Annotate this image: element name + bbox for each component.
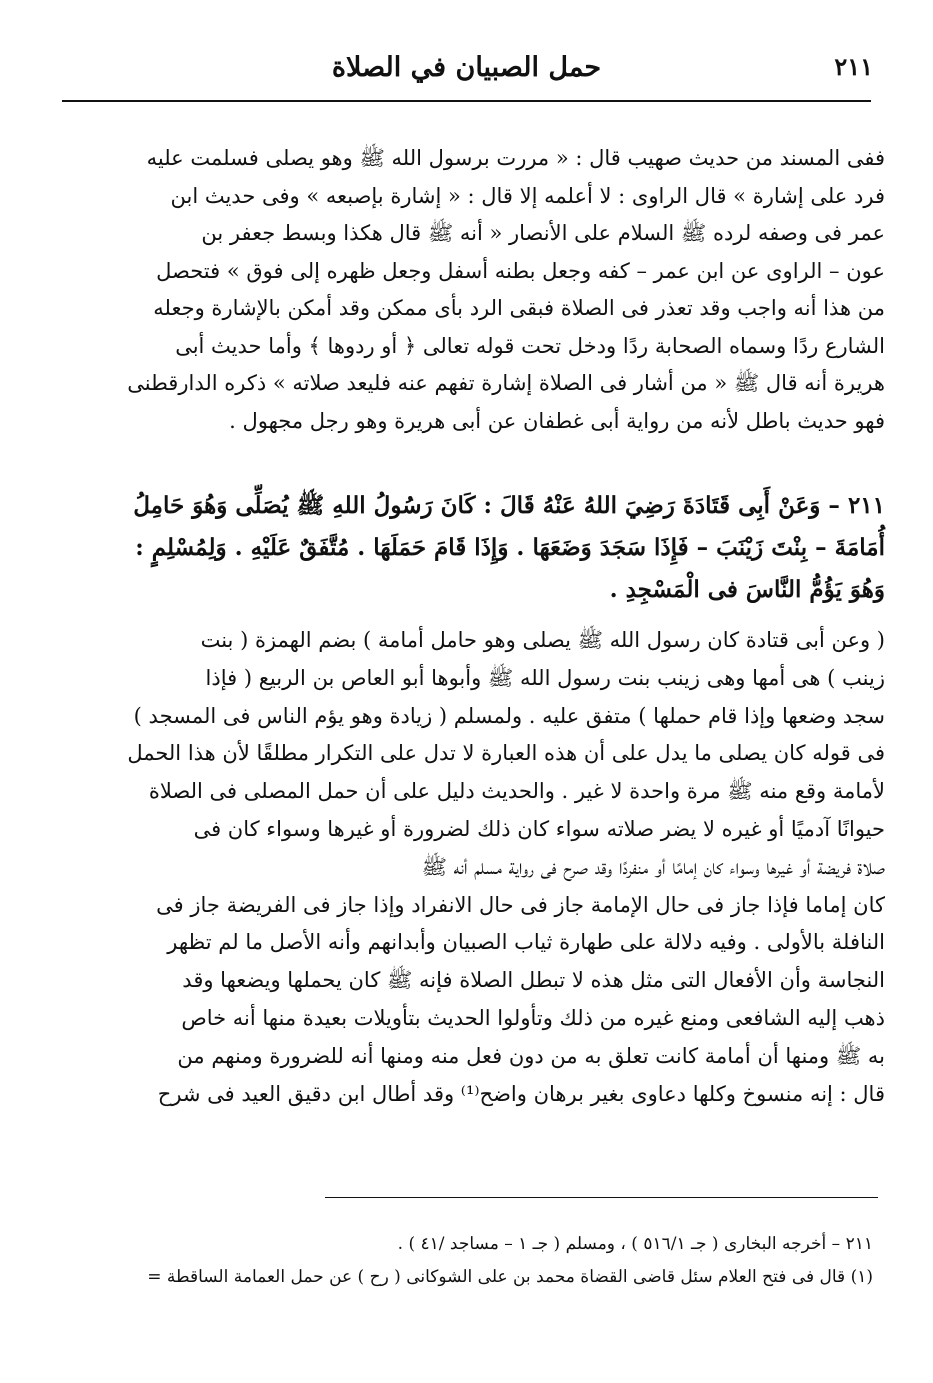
text-line: الشارع ردًا وسماه الصحابة ردًا ودخل تحت قوله تعالى ﴿ أو ردوها ﴾ وأما حديث أبى: [175, 333, 885, 358]
text-line: لأمامة وقع منه ﷺ مرة واحدة لا غير . والحديث دليل على أن حمل المصلى فى الصلاة: [148, 779, 885, 804]
text-line: عمر فى وصفه لرده ﷺ السلام على الأنصار « أنه ﷺ قال هكذا وبسط جعفر بن: [201, 221, 885, 245]
text-line: حيوانًا آدميًا أو غيره لا يضر صلاته سواء كان ذلك لضرورة أو غيرها وسواء كان فى: [193, 816, 885, 841]
running-title: حمل الصبيان في الصلاة: [331, 52, 602, 83]
text-line: زينب ) هى أمها وهى زينب بنت رسول الله ﷺ وأبوها أبو العاص بن الربيع ( فإذا: [205, 665, 885, 690]
text-line: كان إماما فإذا جاز فى حال الإمامة جاز فى حال الانفراد وإذا جاز فى الفريضة جاز فى: [156, 892, 885, 917]
text-line: فرد على إشارة » قال الراوى : لا أعلمه إلا قال : « إشارة بإصبعه » وفى حديث ابن: [170, 183, 885, 208]
footnotes: [40, 1228, 873, 1294]
hadith-line: أُمَامَةَ – بِنْتَ زَيْنَبَ – فَإِذَا سَجَدَ وَضَعَهَا . وَإِذَا قَامَ حَمَلَهَا . مُتَّفَقٌ عَلَيْهِ . وَلِمُسْلِمٍ :: [135, 534, 885, 561]
hadith-211-text: [46, 485, 885, 611]
commentary-paragraph-top: [46, 140, 885, 440]
text-line: قال : إنه منسوخ وكلها دعاوى بغير برهان واضح⁽¹⁾ وقد أطال ابن دقيق العيد فى شرح: [157, 1081, 885, 1106]
text-line: فى قوله كان يصلى ما يدل على أن هذه العبارة لا تدل على التكرار مطلقًا لأن هذا الحمل: [127, 741, 885, 766]
text-line: عون – الراوى عن ابن عمر – كفه وجعل بطنه أسفل وجعل ظهره إلى فوق » فتحصل: [156, 258, 885, 283]
text-line: صلاة فريضة أو غيرها وسواء كان إمامًا أو منفردًا وقد صرح فى رواية مسلم أنه ﷺ: [421, 854, 885, 879]
text-line: فهو حديث باطل لأنه من رواية أبى غطفان عن أبى هريرة وهو رجل مجهول .: [229, 408, 885, 433]
text-line: به ﷺ ومنها أن أمامة كانت تعلق به من دون فعل منه ومنها أنه للضرورة ومنهم من: [177, 1043, 885, 1068]
header-rule: [62, 100, 871, 102]
text-line: هريرة أنه قال ﷺ « من أشار فى الصلاة إشارة تفهم عنه فليعد صلاته » ذكره الدارقطنى: [127, 371, 885, 395]
text-line: سجد وضعها وإذا قام حملها ) متفق عليه . ولمسلم ( زيادة وهو يؤم الناس فى المسجد ): [133, 703, 885, 728]
commentary-paragraph-211: [46, 622, 885, 1113]
footnote-1: (١) قال فى فتح العلام سئل قاضى القضاة محمد بن على الشوكانى ( رح ) عن حمل العمامة الساقطة =: [147, 1267, 873, 1287]
footnote-rule: [325, 1197, 878, 1198]
page-number: ٢١١: [834, 52, 873, 81]
text-line: النافلة بالأولى . وفيه دلالة على طهارة ثياب الصبيان وأبدانهم وأنه الأصل ما لم تظهر: [167, 930, 885, 955]
hadith-line: وَهُوَ يَؤُمُّ النَّاسَ فى الْمَسْجِدِ .: [609, 576, 885, 603]
text-line: ( وعن أبى قتادة كان رسول الله ﷺ يصلى وهو حامل أمامة ) بضم الهمزة ( بنت: [200, 628, 885, 652]
text-line: من هذا أنه واجب وقد تعذر فى الصلاة فبقى الرد بأى ممكن وقد أمكن بالإشارة وجعله: [153, 296, 885, 320]
text-line: ذهب إليه الشافعى ومنع غيره من ذلك وتأولوا الحديث بتأويلات بعيدة منها أنه خاص: [181, 1005, 885, 1030]
footnote-source: ٢١١ – أخرجه البخارى ( جـ ٥١٦/١ ) ، ومسلم ( جـ ١ – مساجد /٤١ ) .: [397, 1234, 873, 1254]
page-header: [60, 52, 873, 96]
text-line: النجاسة وأن الأفعال التى مثل هذه لا تبطل الصلاة فإنه ﷺ كان يحملها ويضعها وقد: [182, 968, 885, 993]
hadith-line: ٢١١ – وَعَنْ أَبِى قَتَادَةَ رَضِيَ اللهُ عَنْهُ قَالَ : كَانَ رَسُولُ اللهِ ﷺ يُصَلِّى وَهُوَ حَامِلُ: [133, 492, 885, 519]
text-line: ففى المسند من حديث صهيب قال : « مررت برسول الله ﷺ وهو يصلى فسلمت عليه: [146, 146, 885, 170]
